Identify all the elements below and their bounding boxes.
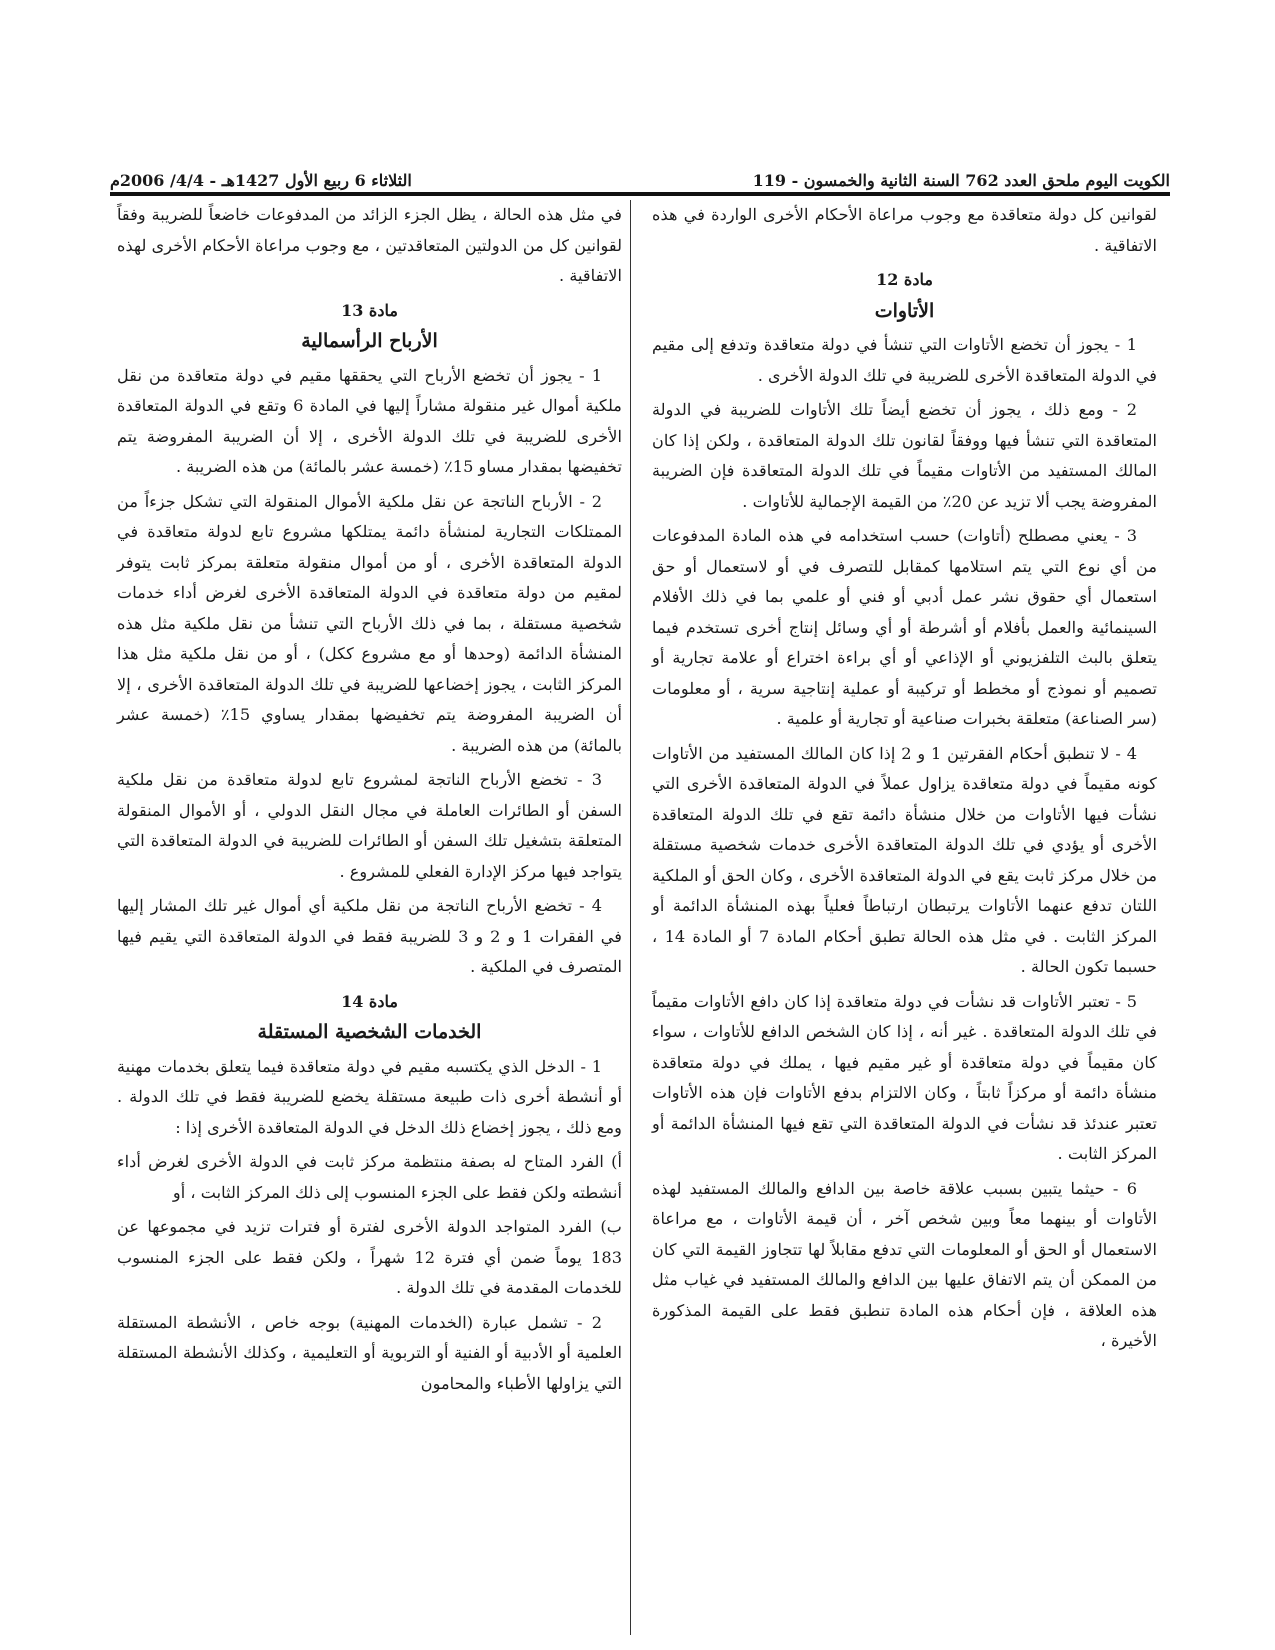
- article-12-paragraph: 4 - لا تنطبق أحكام الفقرتين 1 و 2 إذا كان المالك المستفيد من الأتاوات كونه مقيماً في دولة متعاقدة يزاول عملاً في الدولة المتعاقدة الأخرى التي نشأت فيها الأتاوات من خلال منشأة دائمة تقع في تلك الدولة المتعاقدة الأخرى أو يؤدي في تلك الدولة المتعاقدة الأخرى خدمات شخصية مستقلة من خلال مركز ثابت يقع في الدولة المتعاقدة الأخرى ، وكان الحق أو الملكية اللتان تدفع عنهما الأتاوات يرتبطان ارتباطاً فعلياً بهذه المنشأة الدائمة أو المركز الثابت . في مثل هذه الحالة تطبق أحكام المادة 7 أو المادة 14 ، حسبما تكون الحالة .: [652, 743, 1158, 976]
- column-divider: [630, 200, 631, 1635]
- article-12-paragraph: 3 - يعني مصطلح (أتاوات) حسب استخدامه في هذه المادة المدفوعات من أي نوع التي يتم استلامها كمقابل للتصرف في أو لاستعمال أو حق استعمال أي حقوق نشر عمل أدبي أو فني أو علمي بما في ذلك الأفلام السينمائية والعمل بأفلام أو أشرطة أو أي وسائل إنتاج أخرى تستخدم فيما يتعلق بالبث التلفزيوني أو الإذاعي أو أي براءة اختراع أو علامة تجارية أو تصميم أو نموذج أو مخطط أو تركيبة أو عملية إنتاجية سرية ، أو معلومات (سر الصناعة) متعلقة بخبرات صناعية أو تجارية أو علمية .: [652, 526, 1157, 728]
- article-14-paragraph: 2 - تشمل عبارة (الخدمات المهنية) بوجه خاص ، الأنشطة المستقلة العلمية أو الأدبية أو الفنية أو التربوية أو التعليمية ، وكذلك الأنشطة المستقلة التي يزاولها الأطباء والمحامون: [117, 1312, 622, 1393]
- article-13-paragraph: 1 - يجوز أن تخضع الأرباح التي يحققها مقيم في دولة متعاقدة من نقل ملكية أموال غير منقولة مشاراً إليها في المادة 6 وتقع في الدولة المتعاقدة الأخرى للضريبة في تلك الدولة الأخرى ، إلا أن الضريبة المفروضة يتم تخفيضها بمقدار مساو 15٪ (خمسة عشر بالمائة) من هذه الضريبة .: [117, 365, 622, 476]
- header-publication-text: الكويت اليوم ملحق العدد 762 السنة الثانية والخمسون -: [791, 171, 1170, 190]
- header-date: الثلاثاء 6 ربيع الأول 1427هـ - 4/4/ 2006م: [110, 171, 412, 190]
- article-13-paragraph: 4 - تخضع الأرباح الناتجة من نقل ملكية أي أموال غير تلك المشار إليها في الفقرات 1 و 2 و 3 للضريبة فقط في الدولة المتعاقدة التي يقيم فيها المتصرف في الملكية .: [117, 896, 622, 976]
- article-14-title: الخدمات الشخصية المستقلة: [257, 1021, 482, 1043]
- article-14-number: مادة 14: [341, 991, 398, 1011]
- article-13-paragraph: 3 - تخضع الأرباح الناتجة لمشروع تابع لدولة متعاقدة من نقل ملكية السفن أو الطائرات العاملة في مجال النقل الدولي ، أو الأموال المنقولة المتعلقة بتشغيل تلك السفن أو الطائرات للضريبة في الدولة المتعاقدة التي يتواجد فيها مركز الإدارة الفعلي للمشروع .: [117, 770, 622, 881]
- article-14-subparagraph: ب) الفرد المتواجد الدولة الأخرى لفترة أو فترات تزيد في مجموعها عن 183 يوماً ضمن أي فترة 12 شهراً ، ولكن فقط على الجزء المنسوب للخدمات المقدمة في تلك الدولة .: [117, 1217, 622, 1297]
- article-12-paragraph: 2 - ومع ذلك ، يجوز أن تخضع أيضاً تلك الأتاوات للضريبة في الدولة المتعاقدة التي تنشأ فيها ووفقاً لقانون تلك الدولة المتعاقدة ، ولكن إذا كان المالك المستفيد من الأتاوات مقيماً في تلك الدولة المتعاقدة فإن الضريبة المفروضة يجب ألا تزيد عن 20٪ من القيمة الإجمالية للأتاوات .: [652, 400, 1157, 511]
- header-rule: [110, 192, 1170, 196]
- header-publication: [753, 171, 1170, 190]
- page-header: [110, 148, 1170, 194]
- right-column: [652, 200, 1157, 1640]
- article-13-title: الأرباح الرأسمالية: [301, 330, 438, 352]
- article-12-title: الأتاوات: [874, 299, 935, 322]
- article-14-paragraph: 1 - الدخل الذي يكتسبه مقيم في دولة متعاقدة فيما يتعلق بخدمات مهنية أو أنشطة أخرى ذات طبيعة مستقلة يخضع للضريبة فقط في تلك الدولة . ومع ذلك ، يجوز إخضاع ذلك الدخل في الدولة المتعاقدة الأخرى إذا :: [117, 1056, 622, 1137]
- article-12-number: مادة 12: [876, 270, 933, 289]
- left-column-intro: في مثل هذه الحالة ، يظل الجزء الزائد من المدفوعات خاضعاً للضريبة وفقاً لقوانين كل من الدولتين المتعاقدتين ، مع وجوب مراعاة الأحكام الأخرى لهذه الاتفاقية .: [117, 205, 622, 285]
- article-12-paragraph: 1 - يجوز أن تخضع الأتاوات التي تنشأ في دولة متعاقدة وتدفع إلى مقيم في الدولة المتعاقدة الأخرى للضريبة في تلك الدولة الأخرى .: [652, 335, 1157, 385]
- article-12-paragraph: 5 - تعتبر الأتاوات قد نشأت في دولة متعاقدة إذا كان دافع الأتاوات مقيماً في تلك الدولة المتعاقدة . غير أنه ، إذا كان الشخص الدافع للأتاوات ، سواء كان مقيماً في دولة متعاقدة أو غير مقيم فيها ، يملك في دولة متعاقدة منشأة دائمة أو مركزاً ثابتاً ، وكان الالتزام بدفع الأتاوات فإن هذه الأتاوات تعتبر عندئذ قد نشأت في الدولة المتعاقدة التي تقع فيها المنشأة الدائمة أو المركز الثابت .: [652, 991, 1157, 1163]
- article-14-subparagraph: أ) الفرد المتاح له بصفة منتظمة مركز ثابت في الدولة الأخرى لغرض أداء أنشطته ولكن فقط على الجزء المنسوب إلى ذلك المركز الثابت ، أو: [117, 1152, 622, 1202]
- right-column-intro: لقوانين كل دولة متعاقدة مع وجوب مراعاة الأحكام الأخرى الواردة في هذه الاتفاقية .: [652, 205, 1157, 255]
- header-page-number: 119: [752, 171, 786, 190]
- article-13-paragraph: 2 - الأرباح الناتجة عن نقل ملكية الأموال المنقولة التي تشكل جزءاً من الممتلكات التجارية لمنشأة دائمة يمتلكها مشروع تابع لدولة متعاقدة في الدولة المتعاقدة الأخرى ، أو من أموال منقولة متعلقة بمركز ثابت يتوفر لمقيم من دولة متعاقدة في الدولة المتعاقدة الأخرى لغرض أداء خدمات شخصية مستقلة ، بما في ذلك الأرباح التي تنشأ من نقل ملكية مثل هذه المنشأة الدائمة (وحدها أو مع مشروع ككل) ، أو من نقل ملكية مثل هذا المركز الثابت ، يجوز إخضاعها للضريبة في تلك الدولة المتعاقدة الأخرى ، إلا أن الضريبة المفروضة يتم تخفيضها بمقدار يساوي 15٪ (خمسة عشر بالمائة) من هذه الضريبة .: [117, 491, 622, 755]
- article-13-number: مادة 13: [341, 300, 398, 320]
- article-12-paragraph: 6 - حيثما يتبين بسبب علاقة خاصة بين الدافع والمالك المستفيد لهذه الأتاوات أو بينهما معاً وبين شخص آخر ، أن قيمة الأتاوات ، مع مراعاة الاستعمال أو الحق أو المعلومات التي تدفع مقابلاً لها تتجاوز القيمة التي كان من الممكن أن يتم الاتفاق عليها بين الدافع والمالك المستفيد في غياب مثل هذه العلاقة ، فإن أحكام هذه المادة تنطبق فقط على القيمة المذكورة الأخيرة ،: [652, 1178, 1157, 1350]
- left-column: [117, 200, 622, 1640]
